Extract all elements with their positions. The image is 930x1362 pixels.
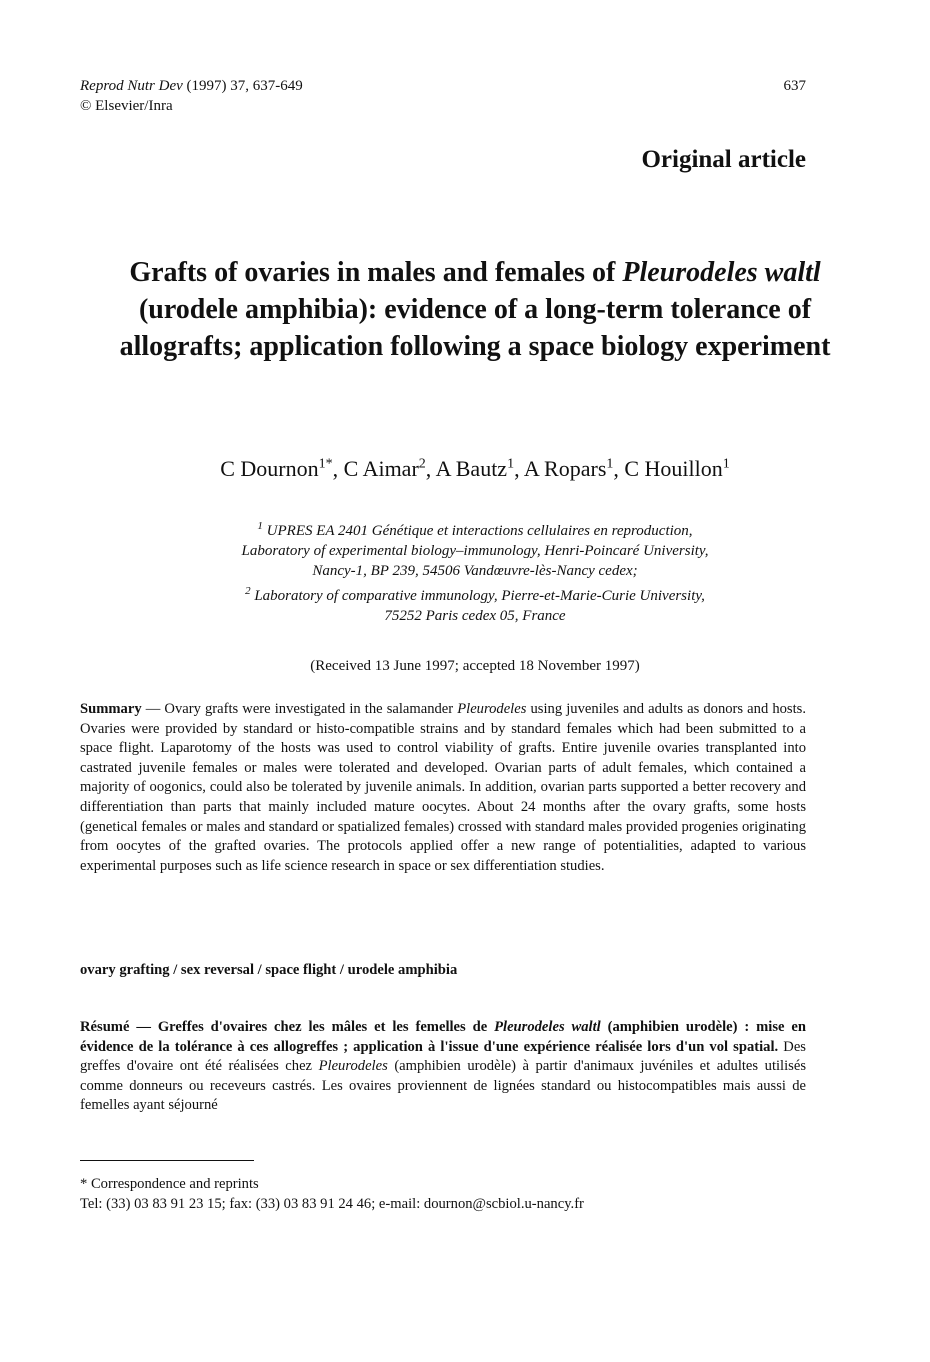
- author: A Bautz$^1$: [435, 456, 515, 482]
- author: A Ropars$^1$: [523, 456, 614, 482]
- affiliation-line: $^2$ Laboratory of comparative immunology, Pierre-et-Marie-Curie University,: [245, 585, 705, 604]
- journal-volume-pages: (1997) 37, 637-649: [182, 78, 303, 94]
- summary-paragraph: Summary — Ovary grafts were investigated in the salamander Pleurodeles using juveniles and adults as donors and hosts. Ovaries were provided by standard or histo-compatible strains and by standard females which had been submitted to a space flight. Laparotomy of the hosts was used to control viability of grafts. Entire juvenile ovaries transplanted into castrated juvenile females or males were tolerated and developed. Ovarian parts of adult females, which contained a majority of oogonics, could also be tolerated by juvenile animals. In addition, ovarian parts supported a better recovery and differentiation than parts that mainly included mature oocytes. About 24 months after the ovary grafts, some hosts (genetical females or males and standard or spatialized females) crossed with standard males provided progenies originating from oocytes of the grafted ovaries. The protocols applied offer a new range of potentialities, adapted to various experimental purposes such as life science research in space or sex differentiation studies.: [80, 701, 806, 874]
- article-type: Original article: [641, 146, 806, 173]
- affiliation-line: $^1$ UPRES EA 2401 Génétique et interactions cellulaires en reproduction,: [257, 520, 693, 539]
- resume-title: Résumé — Greffes d'ovaires chez les mâles et les femelles de Pleurodeles waltl (amphibien urodèle) : mise en évidence de la tolérance à ces allogreffes ; application à l'issue d'une expérience réalisée lors d'un vol spatial.: [80, 1019, 806, 1055]
- article-title: [80, 254, 870, 365]
- author: C Aimar$^2$: [343, 456, 426, 482]
- received-dates: (Received 13 June 1997; accepted 18 November 1997): [310, 658, 640, 674]
- footnote-contact: Tel: (33) 03 83 91 23 15; fax: (33) 03 83 91 24 46; e-mail: dournon@scbiol.u-nancy.fr: [80, 1196, 584, 1212]
- footnote-correspondence: * Correspondence and reprints: [80, 1176, 259, 1192]
- author-list: C Dournon$^{1*}$, C Aimar$^2$, A Bautz$^1$, A Ropars$^1$, C Houillon$^1$: [220, 456, 730, 482]
- author: C Dournon$^{1*}$: [220, 456, 333, 482]
- resume-species: Pleurodeles: [318, 1058, 388, 1075]
- author: C Houillon$^1$: [624, 456, 730, 482]
- footnote-rule: [80, 1160, 254, 1161]
- summary-species: Pleurodeles: [457, 701, 527, 717]
- affiliation-line: 75252 Paris cedex 05, France: [384, 608, 566, 624]
- affiliation-line: Laboratory of experimental biology–immunology, Henri-Poincaré University,: [241, 543, 709, 559]
- page-number: 637: [783, 78, 806, 94]
- keywords: ovary grafting / sex reversal / space flight / urodele amphibia: [80, 962, 458, 978]
- copyright-line: © Elsevier/Inra: [80, 98, 173, 114]
- journal-name: Reprod Nutr Dev: [80, 78, 183, 94]
- resume-paragraph: Résumé — Greffes d'ovaires chez les mâles et les femelles de Pleurodeles waltl (amphibien urodèle) : mise en évidence de la tolérance à ces allogreffes ; application à l'issue d'une expérience réalisée lors d'un vol spatial. Des greffes d'ovaire ont été réalisées chez Pleurodeles (amphibien urodèle) à partir d'animaux juvéniles et adultes utilisés comme donneurs ou receveurs castrés. Les ovaires proviennent de lignées standard ou histocompatibles mais aussi de femelles ayant séjourné: [80, 1019, 806, 1114]
- summary-label: Summary: [80, 701, 142, 717]
- affiliation-line: Nancy-1, BP 239, 54506 Vandœuvre-lès-Nancy cedex;: [312, 563, 638, 579]
- title-part2: (urodele amphibia): evidence of a long-term tolerance of allografts; application following a space biology experiment: [119, 294, 831, 362]
- title-species: Pleurodeles waltl: [622, 257, 821, 288]
- journal-citation: [80, 76, 303, 96]
- affiliations: [80, 516, 870, 626]
- title-part1: Grafts of ovaries in males and females of: [129, 257, 623, 288]
